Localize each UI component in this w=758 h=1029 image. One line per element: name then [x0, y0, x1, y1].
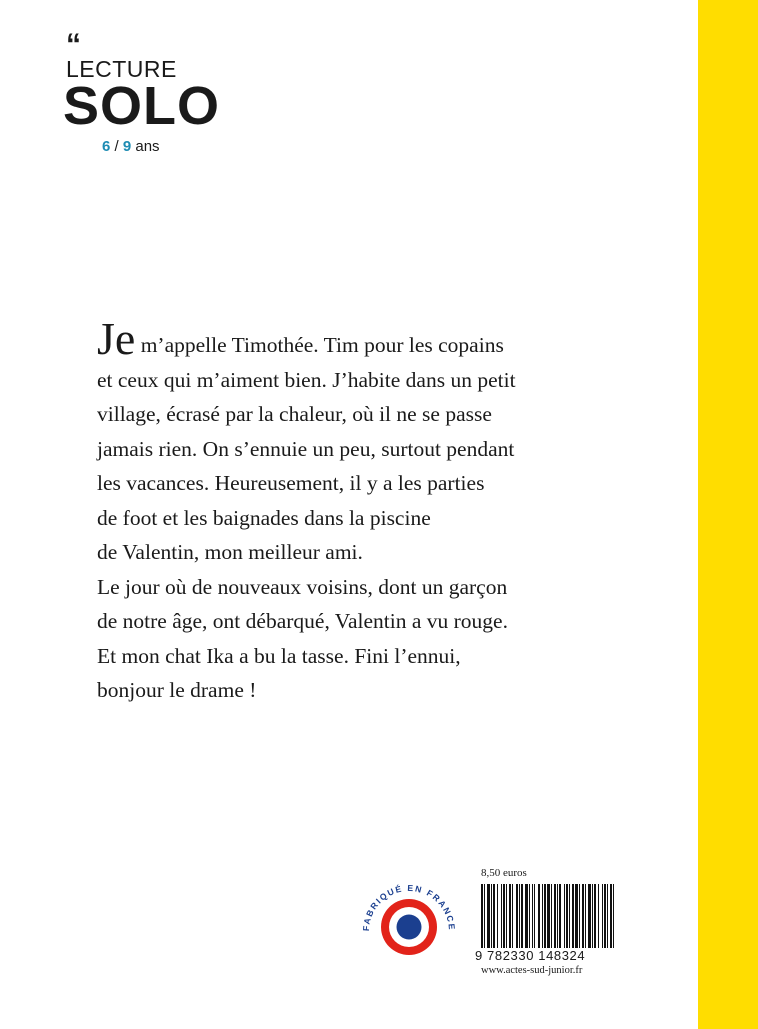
back-cover-blurb	[97, 313, 657, 708]
publisher-website: www.actes-sud-junior.fr	[481, 965, 583, 976]
barcode-bar	[503, 884, 505, 948]
blurb-line: Le jour où de nouveaux voisins, dont un garçon	[97, 574, 508, 599]
barcode-bar	[547, 884, 550, 948]
yellow-side-band	[698, 0, 758, 1029]
barcode-bar	[602, 884, 603, 948]
barcode-bar	[542, 884, 543, 948]
barcode-bar	[532, 884, 533, 948]
barcode-bar	[484, 884, 485, 948]
blurb-line: et ceux qui m’aiment bien. J’habite dans un petit	[97, 367, 516, 392]
collection-name: LECTURE	[66, 56, 177, 82]
blurb-line	[97, 313, 657, 364]
age-range	[102, 137, 160, 157]
barcode-bar	[491, 884, 492, 948]
age-separator: /	[110, 138, 123, 155]
barcode-bar	[607, 884, 608, 948]
barcode-bar	[501, 884, 502, 948]
barcode-bar	[610, 884, 612, 948]
barcode-bar	[598, 884, 599, 948]
barcode-bar	[544, 884, 546, 948]
barcode-bar	[594, 884, 596, 948]
barcode-bar	[481, 884, 483, 948]
barcode-bar	[566, 884, 568, 948]
barcode-icon	[481, 884, 615, 948]
barcode-bar	[588, 884, 591, 948]
barcode-bar	[579, 884, 580, 948]
barcode-bar	[575, 884, 578, 948]
age-unit: ans	[131, 138, 160, 155]
barcode-bar	[582, 884, 584, 948]
barcode-bar	[509, 884, 511, 948]
barcode-bar	[525, 884, 528, 948]
price: 8,50 euros	[481, 867, 527, 879]
barcode-bar	[613, 884, 614, 948]
barcode-bar	[557, 884, 558, 948]
cocarde-tricolore-icon	[381, 899, 437, 955]
barcode-bar	[519, 884, 520, 948]
barcode-bar	[506, 884, 507, 948]
barcode-bar	[551, 884, 552, 948]
fabrique-en-france-badge	[356, 871, 462, 977]
barcode-bar	[487, 884, 490, 948]
blurb-drop-word: Je	[97, 313, 136, 364]
age-max: 9	[122, 138, 132, 155]
barcode-bar	[585, 884, 586, 948]
barcode-bar	[493, 884, 495, 948]
barcode-bar	[538, 884, 540, 948]
barcode-bar	[529, 884, 530, 948]
isbn-number: 9 782330 148324	[475, 948, 586, 963]
blurb-line: de Valentin, mon meilleur ami.	[97, 540, 363, 564]
barcode-bar	[497, 884, 498, 948]
collection-title: SOLO	[63, 76, 221, 136]
blurb-line: de foot et les baignades dans la piscine	[97, 505, 431, 530]
barcode-bar	[604, 884, 606, 948]
blurb-line: Et mon chat Ika a bu la tasse. Fini l’ennui,	[97, 643, 461, 668]
barcode-bar	[516, 884, 518, 948]
barcode-bar	[521, 884, 523, 948]
barcode-bar	[572, 884, 574, 948]
barcode-bar	[592, 884, 593, 948]
blurb-line: bonjour le drame !	[97, 678, 257, 702]
age-min: 6	[102, 138, 111, 155]
barcode-bar	[564, 884, 565, 948]
barcode-bar	[559, 884, 561, 948]
blurb-line: village, écrasé par la chaleur, où il ne se passe	[97, 402, 492, 426]
blurb-line: de notre âge, ont débarqué, Valentin a vu rouge.	[97, 609, 508, 633]
blurb-line-text: m’appelle Timothée. Tim pour les copains	[135, 333, 504, 357]
blurb-line: jamais rien. On s’ennuie un peu, surtout pendant	[97, 436, 515, 461]
badge-text-path: FABRIQUÉ EN FRANCE	[360, 882, 458, 932]
barcode-bar	[569, 884, 570, 948]
barcode-bar	[554, 884, 556, 948]
barcode-bar	[534, 884, 535, 948]
collection-quote-icon: “	[66, 28, 79, 61]
blurb-line: les vacances. Heureusement, il y a les parties	[97, 471, 485, 495]
barcode-bar	[512, 884, 513, 948]
